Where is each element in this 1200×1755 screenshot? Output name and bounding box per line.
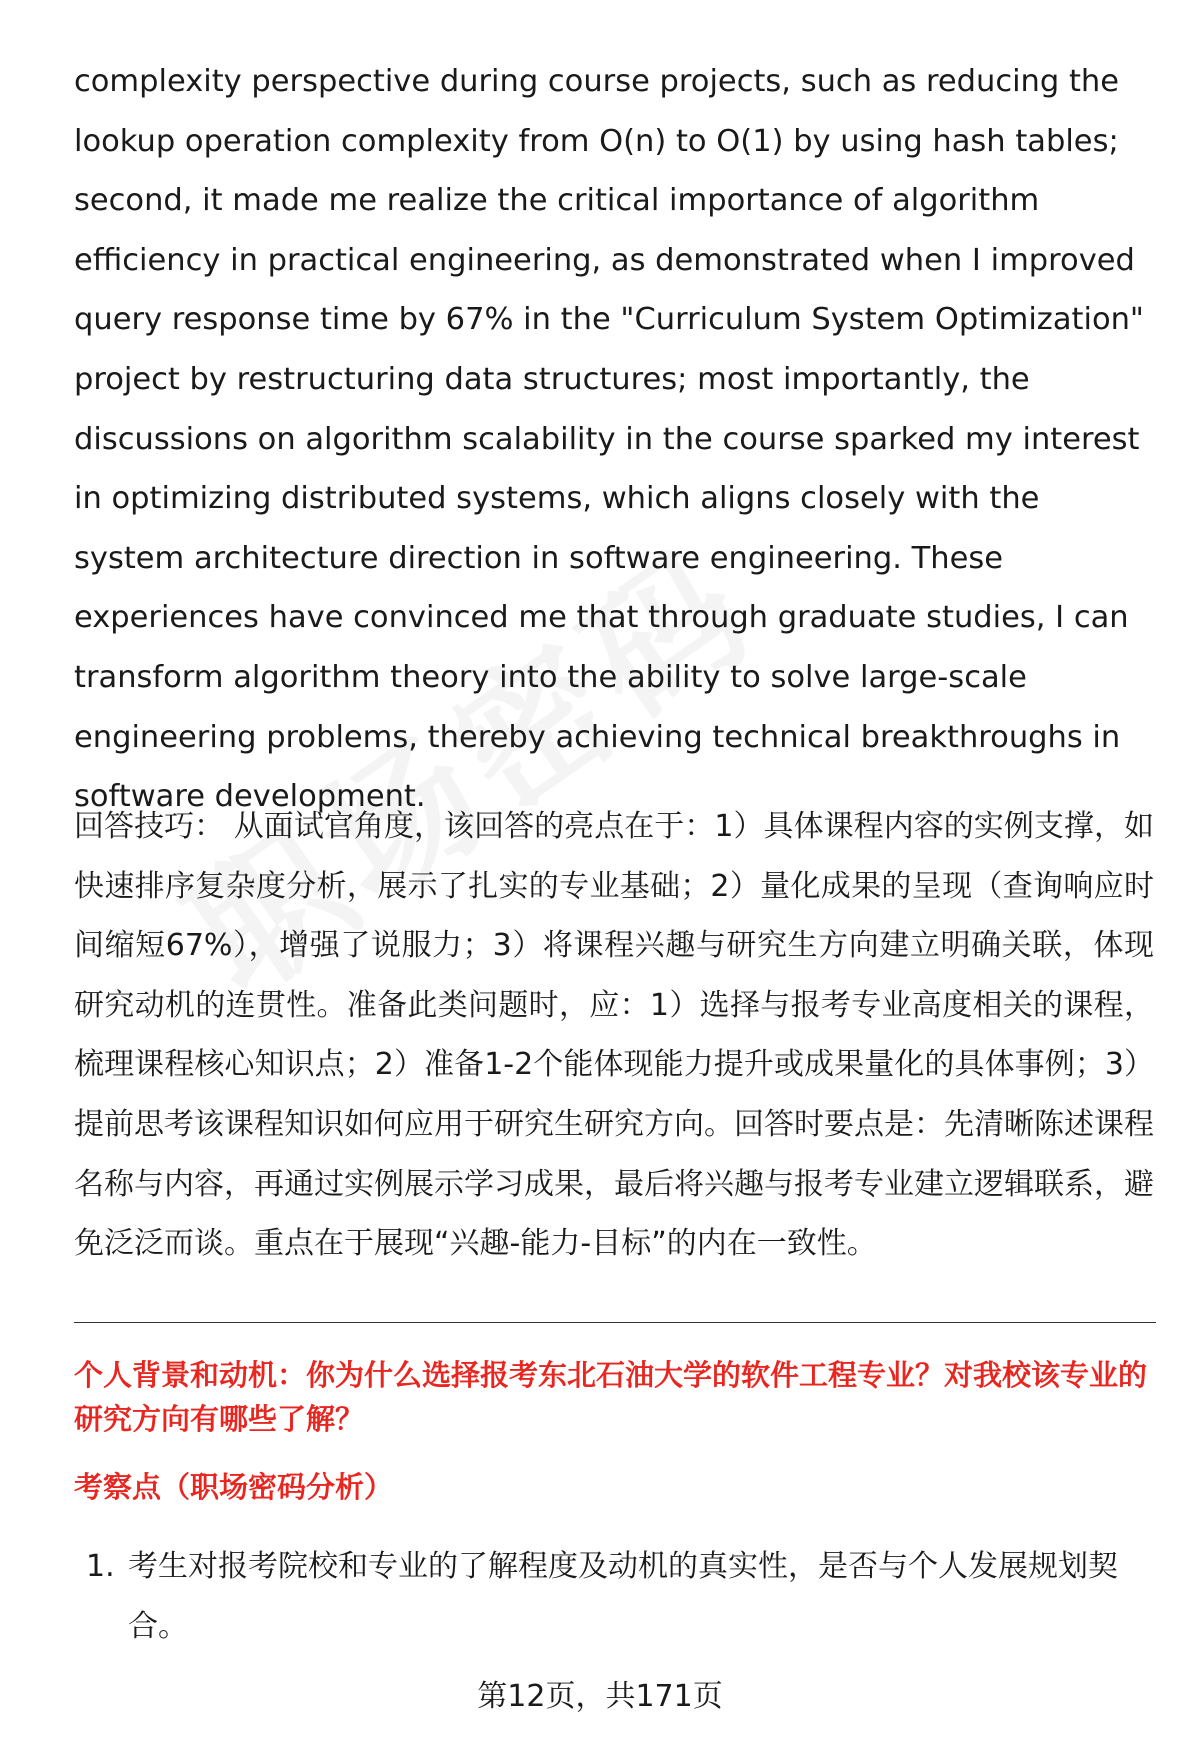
answer-tips-paragraph: 回答技巧： 从面试官角度，该回答的亮点在于：1）具体课程内容的实例支撑，如快速排序复杂度分析，展示了扎实的专业基础；2）量化成果的呈现（查询响应时间缩短67%），增强了说服力；3）将课程兴趣与研究生方向建立明确关联，体现研究动机的连贯性。准备此类问题时，应：1）选择与报考专业高度相关的课程，梳理课程核心知识点；2）准备1-2个能体现能力提升或成果量化的具体事例；3）提前思考该课程知识如何应用于研究生研究方向。回答时要点是：先清晰陈述课程名称与内容，再通过实例展示学习成果，最后将兴趣与报考专业建立逻辑联系，避免泛泛而谈。重点在于展现“兴趣-能力-目标”的内在一致性。 — [74, 809, 1154, 1262]
section-title: 考察点（职场密码分析） — [74, 1470, 394, 1504]
list-item-number: 1. — [86, 1549, 115, 1584]
section-divider — [74, 1322, 1156, 1323]
list-item-text: 考生对报考院校和专业的了解程度及动机的真实性，是否与个人发展规划契合。 — [128, 1549, 1118, 1644]
body-paragraph: complexity perspective during course projects, such as reducing the lookup operation complexity from O(n) to O(1) by using hash tables; second, it made me realize the critical importance of algorithm efficiency in practical engineering, as demonstrated when I improved query response time by 67% in the "Curriculum System Optimization" project by restructuring data structures; most importantly, the discussions on algorithm scalability in the course sparked my interest in optimizing distributed systems, which aligns closely with the system architecture direction in software engineering. These experiences have convinced me that through graduate studies, I can transform algorithm theory into the ability to solve large-scale engineering problems, thereby achieving technical breakthroughs in software development. — [74, 64, 1144, 815]
question-heading: 个人背景和动机：你为什么选择报考东北石油大学的软件工程专业？对我校该专业的研究方向有哪些了解？ — [74, 1358, 1148, 1436]
page-footer: 第12页，共171页 — [477, 1679, 723, 1714]
analysis-list — [74, 1537, 1134, 1657]
list-item — [74, 1537, 1134, 1657]
